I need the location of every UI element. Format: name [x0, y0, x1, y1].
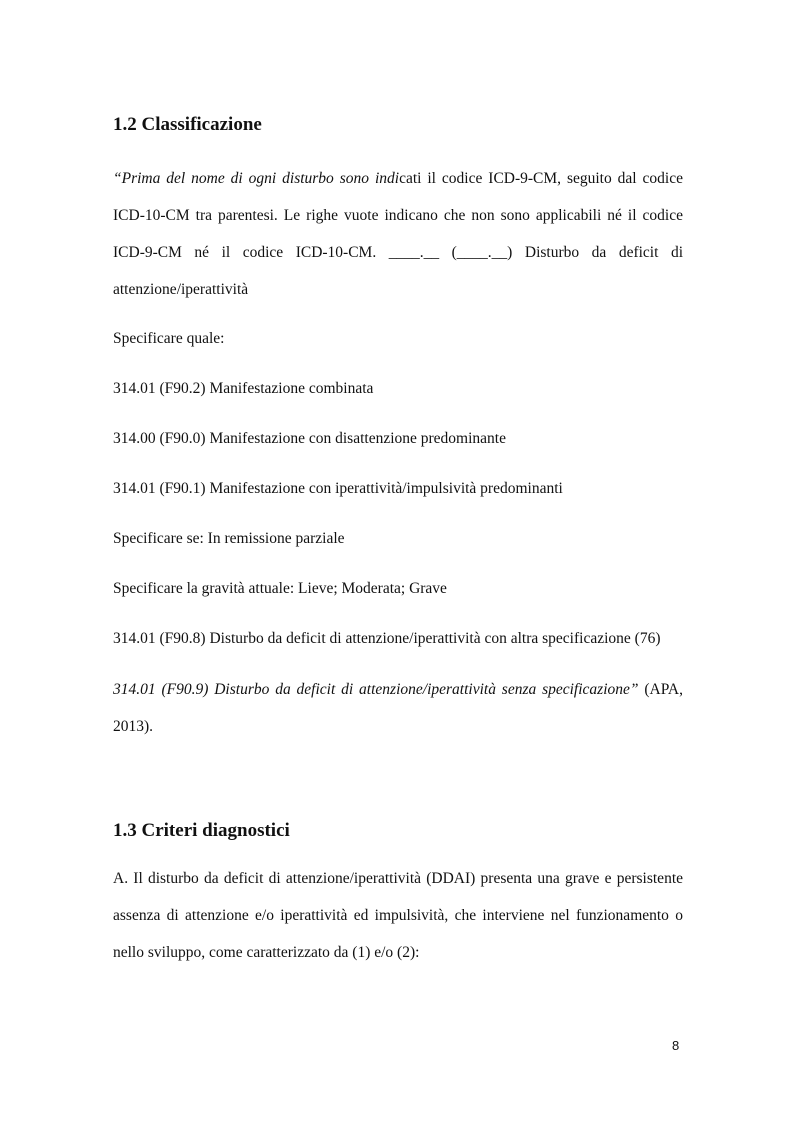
section-title-criteri-diagnostici: 1.3 Criteri diagnostici: [113, 820, 290, 841]
section-title-classificazione: 1.2 Classificazione: [113, 114, 262, 135]
page-number: 8: [672, 1038, 680, 1053]
citation-opening: (APA,: [638, 681, 683, 698]
classification-item-hyperactivity: 314.01 (F90.1) Manifestazione con iperattività/impulsività predominanti: [113, 480, 563, 497]
specify-remission-label: Specificare se: In remissione parziale: [113, 530, 345, 547]
specify-which-label: Specificare quale:: [113, 330, 225, 347]
quote-line-1: [113, 170, 683, 188]
criteria-line-3: nello sviluppo, come caratterizzato da (1) e/o (2):: [113, 944, 420, 961]
criteria-line-1: A. Il disturbo da deficit di attenzione/iperattività (DDAI) presenta una grave e persistente: [113, 870, 683, 887]
specify-severity-label: Specificare la gravità attuale: Lieve; Moderata; Grave: [113, 580, 447, 597]
quote-line-4: attenzione/iperattività: [113, 281, 249, 298]
classification-item-other-specified: 314.01 (F90.8) Disturbo da deficit di attenzione/iperattività con altra specificazione (76): [113, 630, 661, 647]
citation-year: 2013).: [113, 718, 154, 735]
classification-item-combined: 314.01 (F90.2) Manifestazione combinata: [113, 380, 374, 397]
quote-line-1-rest: cati il codice ICD-9-CM, seguito dal codice: [399, 170, 683, 187]
quote-line-2: ICD-10-CM tra parentesi. Le righe vuote indicano che non sono applicabili né il codice: [113, 207, 683, 224]
classification-item-unspecified: [113, 681, 683, 699]
unspecified-italic-text: 314.01 (F90.9) Disturbo da deficit di attenzione/iperattività senza specificazione”: [113, 681, 639, 698]
quote-line-3: ICD-9-CM né il codice ICD-10-CM. ____.__ (____.__) Disturbo da deficit di: [113, 244, 683, 261]
quote-italic-opening: “Prima del nome di ogni disturbo sono indi: [113, 170, 400, 187]
criteria-line-2: assenza di attenzione e/o iperattività ed impulsività, che interviene nel funzionamento o: [113, 907, 683, 924]
classification-item-inattention: 314.00 (F90.0) Manifestazione con disattenzione predominante: [113, 430, 506, 447]
